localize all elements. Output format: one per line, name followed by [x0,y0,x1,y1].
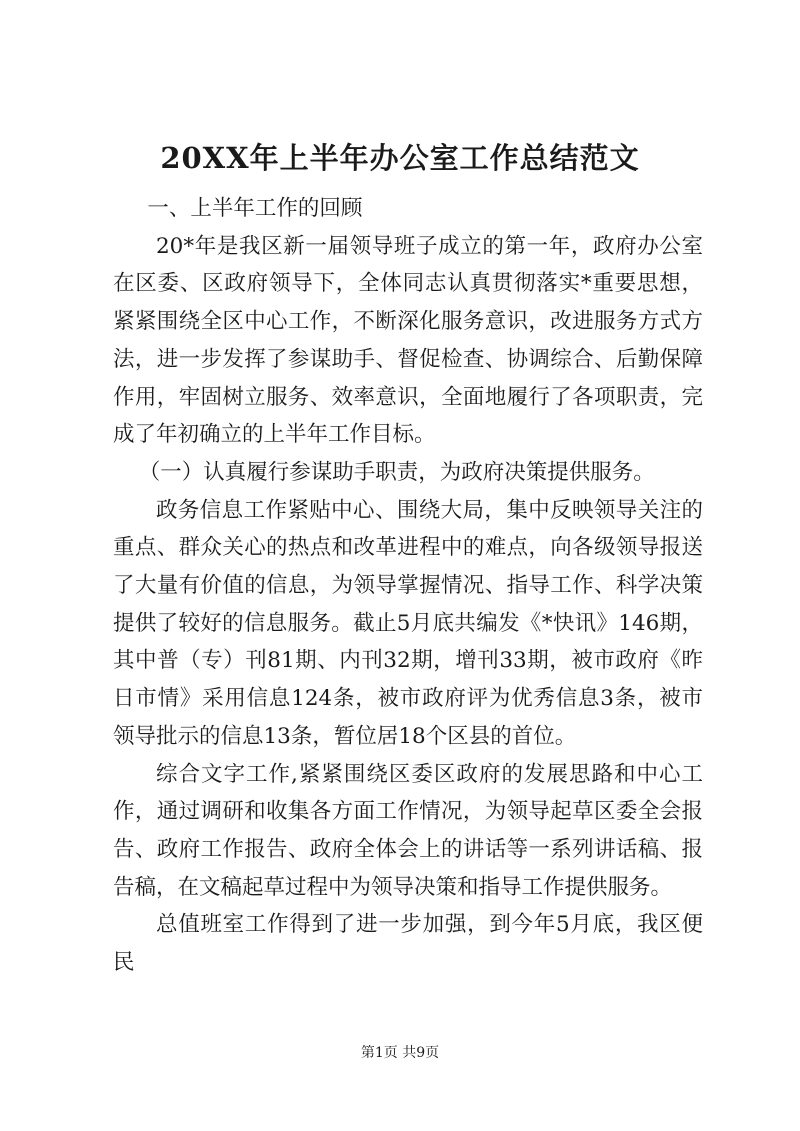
paragraph-writing-work: 综合文字工作,紧紧围绕区委区政府的发展思路和中心工作，通过调研和收集各方面工作情况，为领导起草区委全会报告、政府工作报告、政府全体会上的讲话等一系列讲话稿、报告稿，在文稿起草过程中为领导决策和指导工作提供服务。 [113,761,703,900]
section-heading-review: 一、上半年工作的回顾 [147,196,363,221]
subsection-heading-1: （一）认真履行参谋助手职责，为政府决策提供服务。 [138,459,655,485]
paragraph-duty-office: 总值班室工作得到了进一步加强，到今年5月底，我区便民 [113,912,703,976]
document-title: 20XX年上半年办公室工作总结范文 [160,141,640,175]
paragraph-intro: 20*年是我区新一届领导班子成立的第一年，政府办公室在区委、区政府领导下，全体同志认真贯彻落实*重要思想，紧紧围绕全区中心工作，不断深化服务意识，改进服务方式方法，进一步发挥了参谋助手、督促检查、协调综合、后勤保障作用，牢固树立服务、效率意识，全面地履行了各项职责，完成了年初确立的上半年工作目标。 [113,233,703,448]
paragraph-information-work: 政务信息工作紧贴中心、围绕大局，集中反映领导关注的重点、群众关心的热点和改革进程中的难点，向各级领导报送了大量有价值的信息，为领导掌握情况、指导工作、科学决策提供了较好的信息服务。截止5月底共编发《*快讯》146期，其中普（专）刊81期、内刊32期，增刊33期，被市政府《昨日市情》采用信息124条，被市政府评为优秀信息3条，被市领导批示的信息13条，暂位居18个区县的首位。 [113,497,703,749]
document-body [113,190,703,982]
page-number-footer: 第1页 共9页 [360,1045,440,1061]
